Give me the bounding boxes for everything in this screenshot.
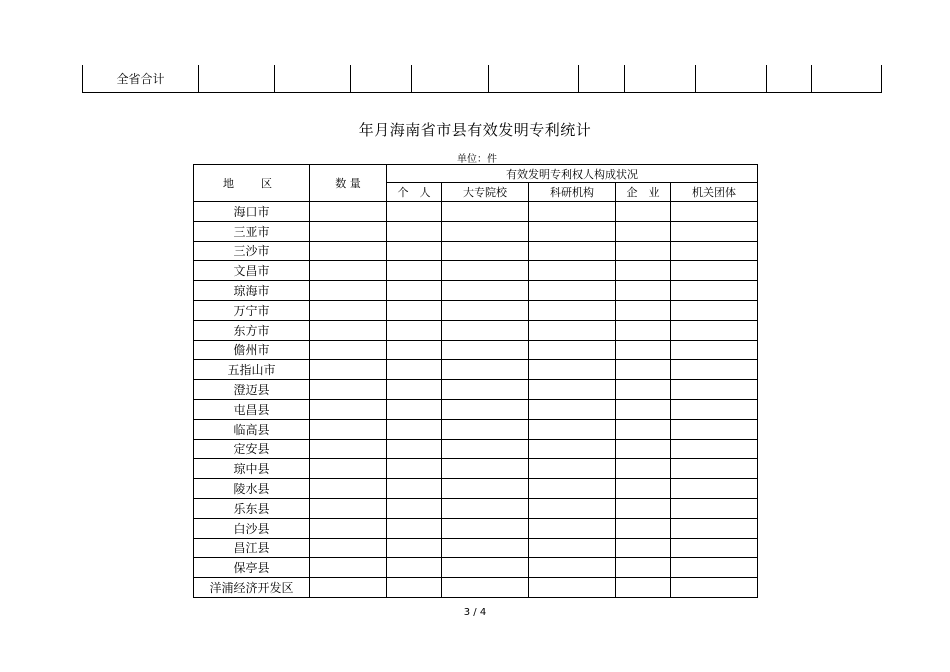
data-cell (442, 479, 529, 499)
data-cell (529, 399, 616, 419)
data-cell (387, 261, 442, 281)
header-row (194, 165, 758, 183)
table-row (194, 439, 758, 459)
data-cell (529, 439, 616, 459)
page-title: 年月海南省市县有效发明专利统计 (358, 121, 592, 139)
data-cell (616, 340, 671, 360)
data-cell (442, 320, 529, 340)
data-cell (442, 241, 529, 261)
data-cell (442, 340, 529, 360)
data-cell (529, 518, 616, 538)
data-cell (387, 578, 442, 598)
data-cell (671, 281, 758, 301)
data-cell (442, 558, 529, 578)
data-cell (387, 281, 442, 301)
data-cell (616, 360, 671, 380)
region-name: 屯昌县 (194, 399, 310, 419)
data-cell (671, 498, 758, 518)
table-row (194, 320, 758, 340)
table-row (194, 479, 758, 499)
table-row (194, 340, 758, 360)
data-cell (671, 558, 758, 578)
data-cell (671, 261, 758, 281)
data-cell (529, 221, 616, 241)
header-composition: 有效发明专利权人构成状况 (387, 165, 758, 183)
region-name: 万宁市 (194, 300, 310, 320)
page-number: 3 / 4 (463, 607, 487, 618)
table-row (194, 221, 758, 241)
data-cell (310, 320, 387, 340)
table-row (194, 558, 758, 578)
data-cell (310, 399, 387, 419)
data-cell (616, 281, 671, 301)
table-row (194, 241, 758, 261)
data-cell (616, 221, 671, 241)
table-row (194, 538, 758, 558)
region-name: 保亭县 (194, 558, 310, 578)
region-name: 澄迈县 (194, 380, 310, 400)
data-cell (310, 479, 387, 499)
data-cell (616, 380, 671, 400)
data-cell (529, 479, 616, 499)
region-name: 琼中县 (194, 459, 310, 479)
data-cell (616, 419, 671, 439)
data-cell (529, 261, 616, 281)
data-cell (442, 300, 529, 320)
data-cell (616, 578, 671, 598)
data-cell (387, 419, 442, 439)
region-name: 海口市 (194, 202, 310, 222)
data-cell (616, 479, 671, 499)
region-name: 琼海市 (194, 281, 310, 301)
header-individual: 个 人 (387, 183, 442, 202)
data-cell (529, 320, 616, 340)
region-name: 乐东县 (194, 498, 310, 518)
data-cell (529, 578, 616, 598)
data-cell (671, 439, 758, 459)
data-cell (310, 439, 387, 459)
table-row (194, 261, 758, 281)
data-cell (310, 518, 387, 538)
data-cell (387, 558, 442, 578)
data-cell (529, 281, 616, 301)
data-cell (387, 360, 442, 380)
data-cell (387, 320, 442, 340)
data-cell (310, 221, 387, 241)
data-cell (529, 360, 616, 380)
data-cell (616, 538, 671, 558)
data-cell (310, 578, 387, 598)
data-cell (671, 320, 758, 340)
table-row (194, 399, 758, 419)
province-total-label: 全省合计 (83, 65, 199, 93)
region-name: 临高县 (194, 419, 310, 439)
data-cell (310, 202, 387, 222)
data-cell (671, 578, 758, 598)
table-row (194, 202, 758, 222)
data-cell (310, 261, 387, 281)
header-enterprise: 企 业 (616, 183, 671, 202)
data-cell (616, 261, 671, 281)
province-total-table (82, 65, 882, 93)
data-cell (529, 380, 616, 400)
header-quantity: 数 量 (310, 165, 387, 202)
data-cell (529, 241, 616, 261)
table-row (194, 281, 758, 301)
data-cell (616, 202, 671, 222)
data-cell (442, 261, 529, 281)
data-cell (442, 281, 529, 301)
data-cell (529, 340, 616, 360)
data-cell (616, 498, 671, 518)
header-research: 科研机构 (529, 183, 616, 202)
data-cell (387, 202, 442, 222)
data-cell (442, 221, 529, 241)
data-cell (442, 399, 529, 419)
data-cell (387, 399, 442, 419)
data-cell (442, 202, 529, 222)
region-name: 陵水县 (194, 479, 310, 499)
data-cell (442, 498, 529, 518)
data-cell (671, 518, 758, 538)
data-cell (616, 241, 671, 261)
data-cell (529, 300, 616, 320)
table-row (194, 380, 758, 400)
table-row (194, 300, 758, 320)
table-body (194, 202, 758, 598)
data-cell (387, 380, 442, 400)
data-cell (387, 439, 442, 459)
data-cell (387, 340, 442, 360)
data-cell (387, 479, 442, 499)
data-cell (310, 538, 387, 558)
data-cell (310, 300, 387, 320)
data-cell (442, 380, 529, 400)
region-name: 儋州市 (194, 340, 310, 360)
data-cell (529, 202, 616, 222)
data-cell (442, 439, 529, 459)
data-cell (616, 439, 671, 459)
table-row (194, 498, 758, 518)
data-cell (671, 399, 758, 419)
data-cell (310, 340, 387, 360)
data-cell (310, 380, 387, 400)
region-name: 三亚市 (194, 221, 310, 241)
region-name: 文昌市 (194, 261, 310, 281)
data-cell (671, 300, 758, 320)
data-cell (310, 558, 387, 578)
region-name: 三沙市 (194, 241, 310, 261)
data-cell (442, 538, 529, 558)
data-cell (529, 419, 616, 439)
region-name: 洋浦经济开发区 (194, 578, 310, 598)
data-cell (442, 518, 529, 538)
table-row (194, 419, 758, 439)
data-cell (616, 459, 671, 479)
header-college: 大专院校 (442, 183, 529, 202)
data-cell (616, 320, 671, 340)
province-total-row (83, 65, 882, 93)
table-row (194, 518, 758, 538)
data-cell (671, 221, 758, 241)
data-cell (442, 578, 529, 598)
data-cell (529, 558, 616, 578)
data-cell (310, 281, 387, 301)
table-row (194, 578, 758, 598)
data-cell (387, 300, 442, 320)
data-cell (310, 360, 387, 380)
data-cell (387, 498, 442, 518)
header-region: 地 区 (194, 165, 310, 202)
data-cell (616, 558, 671, 578)
data-cell (387, 221, 442, 241)
data-cell (442, 459, 529, 479)
table-row (194, 360, 758, 380)
data-cell (671, 479, 758, 499)
unit-label: 单位：件 (457, 154, 497, 165)
region-name: 昌江县 (194, 538, 310, 558)
data-cell (387, 538, 442, 558)
data-cell (671, 380, 758, 400)
data-cell (387, 241, 442, 261)
data-cell (671, 340, 758, 360)
data-cell (529, 498, 616, 518)
data-cell (671, 419, 758, 439)
data-cell (310, 241, 387, 261)
data-cell (671, 459, 758, 479)
header-institution: 机关团体 (671, 183, 758, 202)
data-cell (310, 459, 387, 479)
region-name: 五指山市 (194, 360, 310, 380)
patent-stats-table (193, 164, 758, 598)
data-cell (529, 538, 616, 558)
data-cell (387, 518, 442, 538)
data-cell (442, 419, 529, 439)
data-cell (671, 360, 758, 380)
data-cell (529, 459, 616, 479)
data-cell (310, 498, 387, 518)
data-cell (310, 419, 387, 439)
data-cell (387, 459, 442, 479)
data-cell (442, 360, 529, 380)
data-cell (616, 300, 671, 320)
data-cell (671, 202, 758, 222)
data-cell (671, 241, 758, 261)
data-cell (671, 538, 758, 558)
region-name: 定安县 (194, 439, 310, 459)
table-row (194, 459, 758, 479)
data-cell (616, 518, 671, 538)
region-name: 东方市 (194, 320, 310, 340)
data-cell (616, 399, 671, 419)
region-name: 白沙县 (194, 518, 310, 538)
